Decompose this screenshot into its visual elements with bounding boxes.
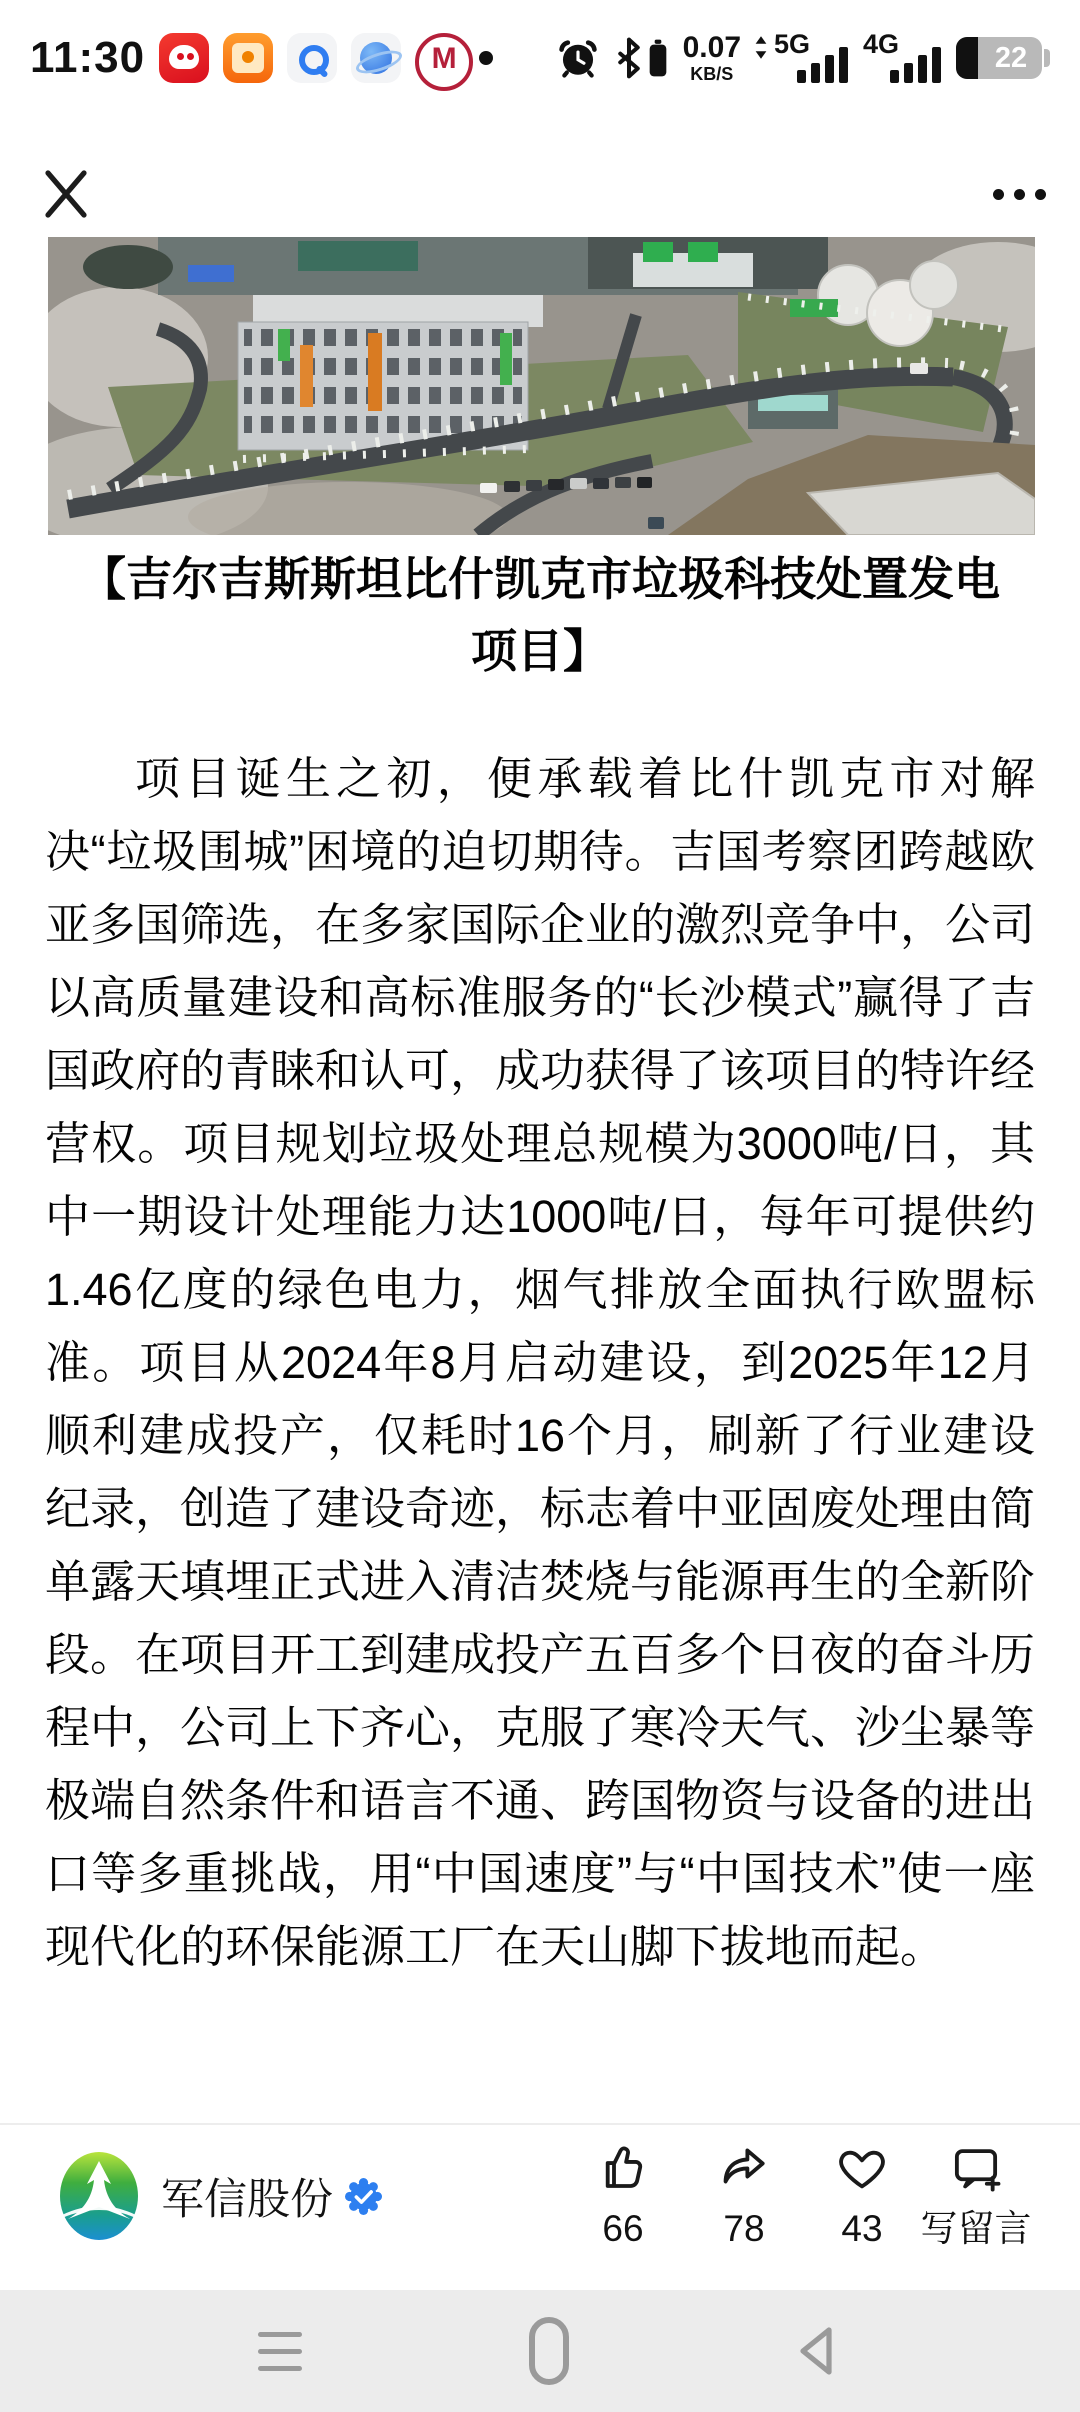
system-navigation-bar xyxy=(0,2290,1080,2412)
article-paragraph: 项目诞生之初，便承载着比什凯克市对解决“垃圾围城”困境的迫切期待。吉国考察团跨越欧亚多国筛选，在多家国际企业的激烈竞争中，公司以高质量建设和高标准服务的“长沙模式”赢得了吉国政府的青睐和认可，成功获得了该项目的特许经营权。项目规划垃圾处理总规模为3000吨/日，其中一期设计处理能力达1000吨/日，每年可提供约1.46亿度的绿色电力，烟气排放全面执行欧盟标准。项目从2024年8月启动建设，到2025年12月顺利建成投产，仅耗时16个月，刷新了行业建设纪录，创造了建设奇迹，标志着中亚固废处理由简单露天填埋正式进入清洁焚烧与能源再生的全新阶段。在项目开工到建成投产五百多个日夜的奋斗历程中，公司上下齐心，克服了寒冷天气、沙尘暴等极端自然条件和语言不通、跨国物资与设备的进出口等多重挑战，用“中国速度”与“中国技术”使一座现代化的环保能源工厂在天山脚下拔地而起。 xyxy=(45,753,1036,1972)
alarm-icon xyxy=(557,37,599,79)
battery-nub xyxy=(1044,49,1050,67)
article-title xyxy=(35,543,1045,687)
footer-bar xyxy=(0,2123,1080,2290)
article-body xyxy=(45,742,1035,1983)
more-dot xyxy=(1014,189,1025,200)
red-packet-icon xyxy=(223,33,273,83)
like-button[interactable] xyxy=(567,2141,679,2251)
bluetooth-group xyxy=(614,37,668,79)
article-header xyxy=(30,158,1050,230)
account-name: 军信股份 xyxy=(161,2175,333,2224)
sim1-network-label: 5G xyxy=(774,29,811,59)
bluetooth-icon xyxy=(614,37,644,79)
back-triangle-icon xyxy=(791,2323,843,2379)
nav-back-button[interactable] xyxy=(747,2290,887,2412)
notification-dot xyxy=(479,51,493,65)
like-count: 66 xyxy=(602,2208,644,2249)
article-title-line1: 【吉尔吉斯斯坦比什凯克市垃圾科技处置发电 xyxy=(80,553,1000,605)
sim2-signal xyxy=(863,31,941,85)
battery-percent: 22 xyxy=(994,42,1028,74)
more-options-button[interactable] xyxy=(989,172,1050,216)
data-arrows-icon xyxy=(752,33,770,63)
favorite-button[interactable] xyxy=(806,2141,918,2251)
heart-icon xyxy=(835,2141,889,2195)
home-pill-icon xyxy=(527,2315,571,2387)
battery-fill-level xyxy=(956,37,978,79)
nav-home-button[interactable] xyxy=(479,2290,619,2412)
sim1-signal-bars xyxy=(797,47,848,83)
search-app-icon xyxy=(287,33,337,83)
network-speed-unit: KB/S xyxy=(690,64,734,84)
status-bar xyxy=(0,22,1080,94)
network-speed-value: 0.07 xyxy=(682,31,741,64)
favorite-count: 43 xyxy=(841,2208,883,2249)
battery-icon xyxy=(956,37,1042,79)
clock-time: 11:30 xyxy=(30,33,146,82)
close-icon xyxy=(40,165,92,223)
share-count: 78 xyxy=(723,2208,765,2249)
share-button[interactable] xyxy=(688,2141,800,2251)
bluetooth-battery-icon xyxy=(648,38,668,78)
hamburger-icon xyxy=(258,2332,302,2371)
article-title-line2: 项目】 xyxy=(471,625,609,677)
comment-button[interactable] xyxy=(920,2141,1032,2251)
junxin-logo-icon xyxy=(59,2151,139,2241)
sim2-network-label: 4G xyxy=(863,29,900,59)
verified-badge-icon xyxy=(345,2178,382,2215)
network-speed xyxy=(683,33,741,83)
close-button[interactable] xyxy=(30,158,102,230)
jd-app-icon xyxy=(159,33,209,83)
article-cover-photo[interactable] xyxy=(48,237,1035,535)
more-dot xyxy=(1035,189,1046,200)
comment-plus-icon xyxy=(949,2141,1003,2195)
sim2-signal-bars xyxy=(890,47,941,83)
forward-arrow-icon xyxy=(717,2141,771,2195)
account-link[interactable] xyxy=(59,2151,382,2241)
aerial-plant-illustration xyxy=(48,237,1035,535)
browser-planet-icon xyxy=(351,33,401,83)
status-bar-right xyxy=(557,31,1050,85)
status-bar-left xyxy=(30,33,493,83)
sim1-signal xyxy=(756,31,848,85)
comment-label: 写留言 xyxy=(920,2208,1032,2249)
more-dot xyxy=(993,189,1004,200)
nav-menu-button[interactable] xyxy=(210,2290,350,2412)
thumbs-up-icon xyxy=(596,2141,650,2195)
merchants-bank-icon xyxy=(415,33,465,83)
battery-indicator xyxy=(956,37,1050,79)
